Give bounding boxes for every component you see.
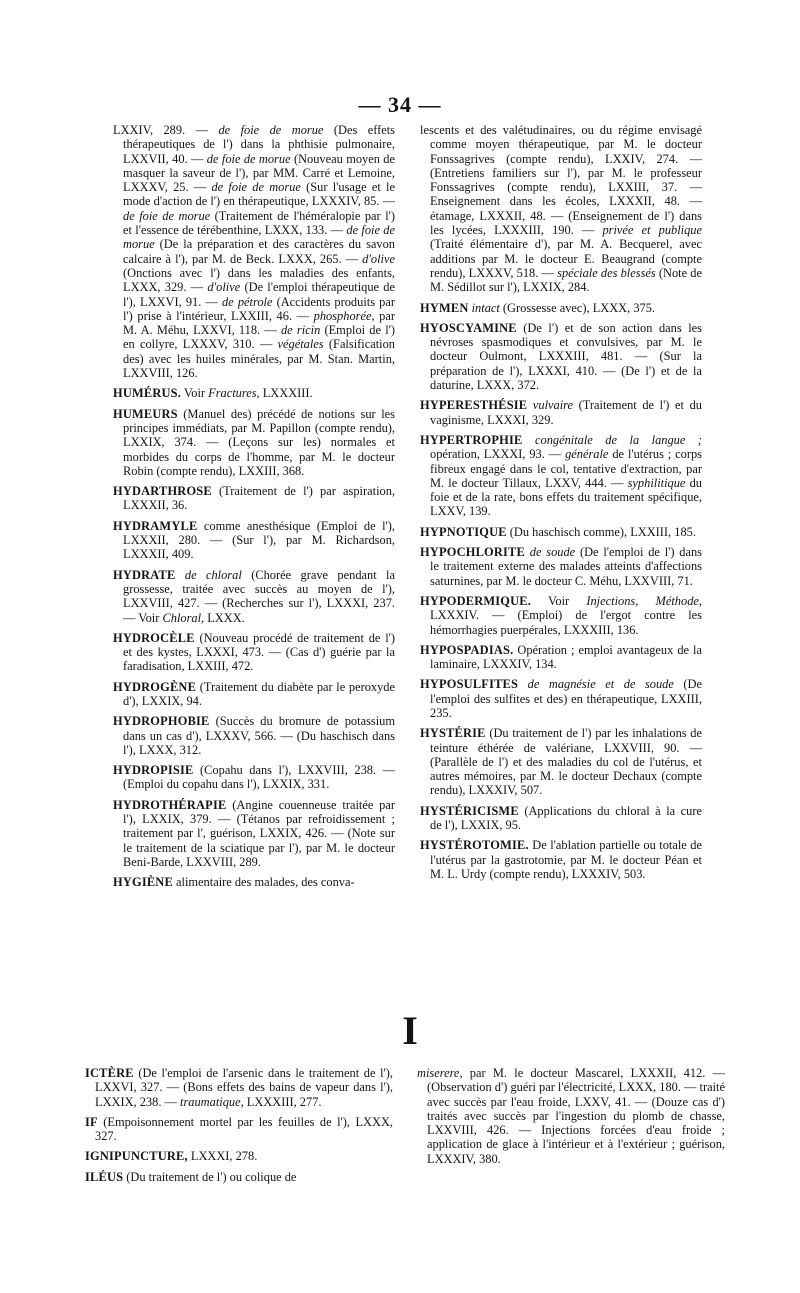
entry-headword: HYPOSULFITES xyxy=(420,677,519,692)
index-entry xyxy=(113,875,395,889)
entry-text: Opération ; emploi avantageux de la laminaire, LXXXIV, 134. xyxy=(430,642,702,672)
index-entry xyxy=(113,763,395,792)
index-entry xyxy=(85,1170,393,1184)
index-entry xyxy=(420,398,702,427)
entry-text: (Copahu dans l'), LXXVIII, 238. — (Emploi du copahu dans l'), LXXIX, 331. xyxy=(123,763,395,792)
index-entry xyxy=(85,1115,393,1144)
entry-text: (Traitement de l'héméralopie par l') et l'essence de térébenthine, LXXX, 133. — xyxy=(123,208,395,238)
entry-headword: HYPERESTHÉSIE xyxy=(420,398,528,413)
entry-text: , par M. le docteur Mascarel, LXXXII, 412. — (Observation d') guéri par l'électricité, LXXX, 180. — traité avec succès par l'eau froide, LXXV, 41. — (Douze cas d') traités avec succès par l'ingestion du plomb de chasse, LXXVIII, 426. — Injections forcées d'eau froide ; application de glace à l'intérieur et à l'extérieur ; guérison, LXXXIV, 380. xyxy=(427,1066,725,1166)
index-entry xyxy=(113,123,395,380)
index-entry xyxy=(420,525,702,539)
entry-text: , LXXXIII. xyxy=(256,386,313,401)
entry-italic-text: traumatique xyxy=(180,1094,241,1109)
entry-text: (De l'emploi de l') dans le traitement externe des malades atteints d'affections saturnines, par M. le docteur C. Méhu, LXXVIII, 71. xyxy=(430,545,703,588)
entry-text: De l'ablation partielle ou totale de l'utérus par la gastrotomie, par M. le docteur Péan et M. L. Urdy (compte rendu), LXXXIV, 503. xyxy=(430,838,702,881)
entry-italic-text: miserere xyxy=(417,1066,460,1080)
entry-headword: HYDROCÈLE xyxy=(113,630,195,645)
entry-text: (Du traitement de l') ou colique de xyxy=(123,1169,297,1184)
entry-headword: ICTÈRE xyxy=(85,1066,134,1080)
index-entry xyxy=(113,386,395,400)
entry-text: (Traité élémentaire d'), par M. A. Becquerel, avec additions par M. le docteur E. Beaugrand (compte rendu), LXXXV, 518. — xyxy=(430,237,702,280)
index-entry xyxy=(420,643,702,672)
index-entry xyxy=(85,1149,393,1163)
index-entry xyxy=(420,545,702,588)
entry-text: (Falsification des) avec les huiles minérales, par M. Stan. Martin, LXXVIII, 126. xyxy=(123,337,395,381)
entry-italic-text: syphilitique xyxy=(627,475,686,490)
index-entry xyxy=(113,407,395,478)
entry-text: comme anesthésique (Emploi de l'), LXXXII, 280. — (Sur l'), par M. Richardson, LXXXII, 409. xyxy=(123,518,395,562)
entry-text xyxy=(175,568,184,582)
entry-italic-text: générale xyxy=(565,447,609,462)
index-entry xyxy=(85,1066,393,1109)
index-entry xyxy=(420,594,702,637)
entry-italic-text: congénitale de la langue ; xyxy=(535,432,702,447)
entry-italic-text: Fractures xyxy=(208,386,257,401)
entry-headword: HYDRAMYLE xyxy=(113,518,198,533)
index-entry xyxy=(113,519,395,562)
entry-italic-text: de chloral xyxy=(184,567,242,582)
index-entry xyxy=(420,123,702,295)
entry-italic-text: spéciale des blessés xyxy=(557,265,656,280)
column-bottom-right xyxy=(417,1066,725,1172)
entry-text: (Traitement de l') par aspiration, LXXXII, 36. xyxy=(123,484,395,513)
entry-text: lescents et des valétudinaires, ou du régime envisagé comme moyen thérapeutique, par M. le docteur Fonssagrives (compte rendu), LXXIV, 274. — (Entretiens familiers sur l'), par M. le professeur Fonssagrives (compte rendu), LXXIII, 37. — Enseignement dans les écoles, LXXXII, 48. — étamage, LXXXII, 48. — (Enseignement de l') dans les lycées, LXXXIII, 190. — xyxy=(420,123,702,238)
entry-italic-text: intact xyxy=(471,300,500,315)
entry-italic-text: Chloral xyxy=(162,610,202,625)
entry-text: (Empoisonnement mortel par les feuilles de l'), LXXX, 327. xyxy=(95,1114,393,1144)
entry-text xyxy=(522,433,535,447)
entry-text: (Accidents produits par l') prise à l'intérieur, LXXIII, 46. — xyxy=(123,294,395,323)
entry-italic-text: de magnésie et de soude xyxy=(527,677,674,692)
entry-headword: HYPOSPADIAS. xyxy=(420,642,514,657)
entry-headword: ILÉUS xyxy=(85,1169,124,1184)
index-entry xyxy=(420,677,702,720)
index-entry xyxy=(420,804,702,833)
index-entry xyxy=(420,301,702,315)
entry-headword: HUMÉRUS. xyxy=(113,386,182,401)
entry-text: (Manuel des) précédé de notions sur les principes immédiats, par M. Papillon (compte rendu), LXXIX, 374. — (Leçons sur les) normales et morbides du corps de l'homme, par M. le docteur Robin (compte rendu), LXXIII, 368. xyxy=(123,406,395,478)
entry-text: (Succès du bromure de potassium dans un cas d'), LXXXV, 566. — (Du haschisch dans l'), LXXX, 312. xyxy=(123,714,395,757)
entry-headword: IF xyxy=(85,1114,98,1129)
entry-text: (Nouveau moyen de masquer la saveur de l'), par MM. Carré et Lemoine, LXXXV, 25. — xyxy=(123,151,395,195)
index-entry xyxy=(420,321,702,392)
entry-headword: HYSTÉRIE xyxy=(420,726,486,741)
entry-headword: HYPODERMIQUE. xyxy=(420,593,532,608)
index-entry xyxy=(113,714,395,757)
entry-italic-text: de foie de morue xyxy=(123,208,211,223)
column-top-left xyxy=(113,123,395,896)
entry-text: , LXXXIV. — (Emploi) de l'ergot contre les hémorrhagies puerpérales, LXXXIII, 136. xyxy=(430,593,702,637)
entry-text: (Traitement du diabète par le peroxyde d'), LXXIX, 94. xyxy=(123,679,395,708)
entry-headword: HYDRATE xyxy=(113,567,176,582)
entry-italic-text: d'olive xyxy=(362,251,395,266)
entry-headword: HYSTÉROTOMIE. xyxy=(420,838,529,853)
entry-text: (Nouveau procédé de traitement de l') et des kystes, LXXXI, 473. — (Cas d') guérie par la faradisation, LXXIII, 472. xyxy=(123,630,395,674)
entry-headword: HYDROPISIE xyxy=(113,763,194,778)
entry-italic-text: Injections, Méthode xyxy=(586,593,699,608)
entry-headword: HYDROTHÉRAPIE xyxy=(113,797,227,812)
entry-text: (Du traitement de l') par les inhalations de teinture éthérée de valériane, LXXVIII, 90. — (Parallèle de l') et des maladies du col de l'utérus, et autres mémoires, par M. le docteur Dechaux (compte rendu), LXXXIV, 507. xyxy=(430,726,702,798)
entry-headword: HYPERTROPHIE xyxy=(420,432,523,447)
entry-headword: HYDARTHROSE xyxy=(113,484,212,499)
entry-headword: HYGIÈNE xyxy=(113,875,173,890)
entry-text: du foie et de la rate, bons effets du traitement spécifique, LXXV, 139. xyxy=(430,475,702,519)
entry-italic-text: de foie de morue xyxy=(123,223,396,252)
column-top-right xyxy=(420,123,702,887)
section-letter-heading: I xyxy=(402,1008,418,1053)
entry-headword: HYSTÉRICISME xyxy=(420,803,519,818)
entry-text: (De l') et de son action dans les névroses spasmodiques et convulsives, par M. le docteur Oulmont, LXXXIII, 481. — (Sur la préparation de l'), LXXXI, 410. — (De l') et de la daturine, LXXX, 372. xyxy=(430,320,702,393)
index-entry xyxy=(420,838,702,881)
index-entry xyxy=(113,680,395,709)
entry-italic-text: de foie de morue xyxy=(211,180,301,195)
entry-text: (De l'emploi thérapeutique de l'), LXXVI, 91. — xyxy=(123,280,395,309)
column-bottom-left xyxy=(85,1066,393,1190)
index-entry xyxy=(113,568,395,625)
index-entry xyxy=(113,631,395,674)
entry-text xyxy=(518,677,528,691)
entry-text: Voir xyxy=(181,386,209,401)
entry-text: (Sur l'usage et le mode d'action de l') en thérapeutique, LXXXIV, 85. — xyxy=(123,180,395,209)
entry-text: (Traitement de l') et du vaginisme, LXXXI, 329. xyxy=(430,398,702,427)
entry-text: (Angine couenneuse traitée par l'), LXXIX, 379. — (Tétanos par refroidissement ; traitement par l', guérison, LXXIX, 426. — (Note sur le traitement de la sciatique par l'), par M. le docteur Beni-Barde, LXXVIII, 289. xyxy=(123,797,395,869)
page-number: — 34 — xyxy=(358,92,442,117)
entry-italic-text: phosphorée xyxy=(313,308,372,323)
index-entry xyxy=(420,726,702,797)
entry-italic-text: végétales xyxy=(277,337,324,352)
entry-text: LXXXI, 278. xyxy=(187,1149,258,1164)
entry-headword: HYDROGÈNE xyxy=(113,679,197,694)
entry-text: alimentaire des malades, des conva- xyxy=(172,875,355,890)
entry-italic-text: de foie de morue xyxy=(218,123,324,137)
entry-italic-text: de pétrole xyxy=(221,294,273,309)
entry-headword: HYDROPHOBIE xyxy=(113,714,210,729)
entry-text: de l'utérus ; corps fibreux engagé dans le col, tentative d'extraction, par M. le docteur Tillaux, LXXV, 444. — xyxy=(430,447,703,490)
entry-italic-text: de soude xyxy=(529,545,576,560)
entry-italic-text: de ricin xyxy=(280,323,321,338)
entry-headword: HYPNOTIQUE xyxy=(420,524,507,539)
entry-text: , LXXXIII, 277. xyxy=(240,1094,322,1109)
entry-italic-text: d'olive xyxy=(207,280,241,295)
entry-text: Voir xyxy=(531,593,587,608)
index-entry xyxy=(420,433,702,519)
entry-text: (Emploi de l') en collyre, LXXXV, 310. — xyxy=(123,323,395,352)
entry-text: (Applications du chloral à la cure de l'), LXXIX, 95. xyxy=(430,803,702,833)
entry-headword: IGNIPUNCTURE, xyxy=(85,1149,188,1164)
entry-headword: HUMEURS xyxy=(113,406,178,421)
entry-text: (Chorée grave pendant la grossesse, traitée avec succès au moyen de l'), LXXVIII, 427. — (Recherches sur l'), LXXXI, 237. — Voir xyxy=(123,567,395,625)
entry-headword: HYPOCHLORITE xyxy=(420,545,525,560)
entry-text: (Note de M. Sédillot sur l'), LXXIX, 284. xyxy=(430,265,702,295)
entry-text: (De la préparation et des caractères du savon calcaire à l'), par M. de Beck. LXXX, 265. — xyxy=(123,237,395,266)
index-entry xyxy=(113,484,395,513)
index-entry xyxy=(113,798,395,869)
entry-text: (Onctions avec l') dans les maladies des enfants, LXXX, 329. — xyxy=(123,265,395,295)
entry-text: (De l'emploi de l'arsenic dans le traitement de l'), LXXVI, 327. — (Bons effets des bains de vapeur dans l'), LXXIX, 238. — xyxy=(95,1066,393,1109)
entry-text: (Grossesse avec), LXXX, 375. xyxy=(499,300,656,315)
entry-text: opération, LXXXI, 93. — xyxy=(430,447,566,462)
entry-text: , LXXX. xyxy=(201,610,245,625)
entry-text: LXXIV, 289. — xyxy=(113,123,219,137)
entry-italic-text: vulvaire xyxy=(532,398,574,413)
entry-headword: HYOSCYAMINE xyxy=(420,320,517,335)
entry-headword: HYMEN xyxy=(420,300,469,315)
entry-text: (Du haschisch comme), LXXIII, 185. xyxy=(506,524,696,539)
entry-text: (Des effets thérapeutiques de l') dans la phthisie pulmonaire, LXXVII, 40. — xyxy=(123,123,395,166)
entry-italic-text: privée et publique xyxy=(602,223,702,238)
index-entry xyxy=(417,1066,725,1166)
entry-italic-text: de foie de morue xyxy=(206,151,291,166)
entry-text: (De l'emploi des sulfites et des) en thérapeutique, LXXIII, 235. xyxy=(430,677,702,720)
entry-text: , par M. A. Méhu, LXXVI, 118. — xyxy=(123,308,395,338)
